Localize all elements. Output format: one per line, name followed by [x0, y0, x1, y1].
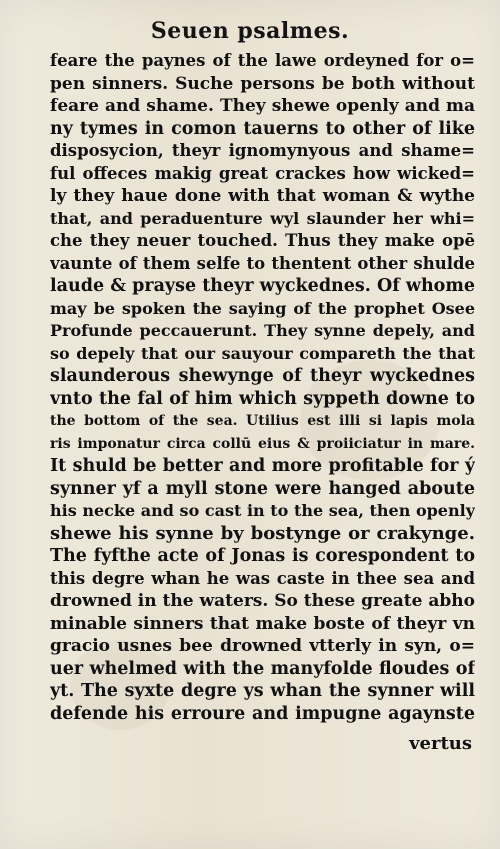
- text-line: laude & prayse theyr wyckednes. Of whome: [50, 276, 475, 296]
- text-line: pen sinners. Suche persons be both without: [50, 73, 475, 94]
- text-line: ly they haue done with that woman & wythe: [50, 186, 475, 206]
- text-line: feare the paynes of the lawe ordeyned for o=: [50, 51, 475, 70]
- text-line: his necke and so cast in to the sea, then openly: [50, 501, 475, 520]
- latin-quote-line: the bottom of the sea. Utilius est illi si lapis mola: [50, 413, 475, 429]
- text-line: che they neuer touched. Thus they make opē: [50, 231, 475, 250]
- text-line: Profunde peccauerunt. They synne depely, and: [50, 321, 475, 340]
- text-line: ful offeces makig great crackes how wicked=: [50, 163, 475, 183]
- catchword: vertus: [409, 733, 472, 754]
- text-line: uer whelmed with the manyfolde floudes of: [50, 658, 475, 679]
- text-line: defende his erroure and impugne agaynste: [50, 703, 475, 724]
- text-line: yt. The syxte degre ys whan the synner will: [50, 681, 475, 701]
- text-line: that, and peraduenture wyl slaunder her whi=: [50, 208, 475, 228]
- running-title: Seuen psalmes.: [150, 18, 350, 44]
- text-line: this degre whan he was caste in thee sea and: [50, 568, 475, 588]
- text-line: may be spoken the saying of the prophet Osee: [50, 298, 475, 318]
- text-line: slaunderous shewynge of theyr wyckednes: [50, 366, 475, 386]
- text-line: synner yf a myll stone were hanged aboute: [50, 478, 475, 499]
- latin-quote-line: ris imponatur circa collū eius & proiiciatur in mare.: [50, 435, 475, 452]
- text-line: It shuld be better and more profitable for ý: [50, 456, 475, 476]
- text-block: [50, 50, 475, 725]
- text-line: vaunte of them selfe to thentent other shulde: [50, 253, 475, 273]
- text-line: drowned in the waters. So these greate abho: [50, 591, 475, 611]
- text-line: shewe his synne by bostynge or crakynge.: [50, 522, 475, 544]
- text-line: ny tymes in comon tauerns to other of like: [50, 118, 475, 139]
- text-line: disposycion, theyr ignomynyous and shame=: [50, 141, 475, 160]
- text-line: vnto the fal of him which syppeth downe to: [50, 388, 475, 409]
- text-line: The fyfthe acte of Jonas is corespondent to: [50, 546, 475, 566]
- text-line: so depely that our sauyour compareth the that: [50, 343, 475, 363]
- text-line: minable sinners that make boste of theyr vn: [50, 613, 475, 634]
- text-line: gracio usnes bee drowned vtterly in syn, o=: [50, 636, 475, 656]
- text-line: feare and shame. They shewe openly and ma: [50, 96, 475, 116]
